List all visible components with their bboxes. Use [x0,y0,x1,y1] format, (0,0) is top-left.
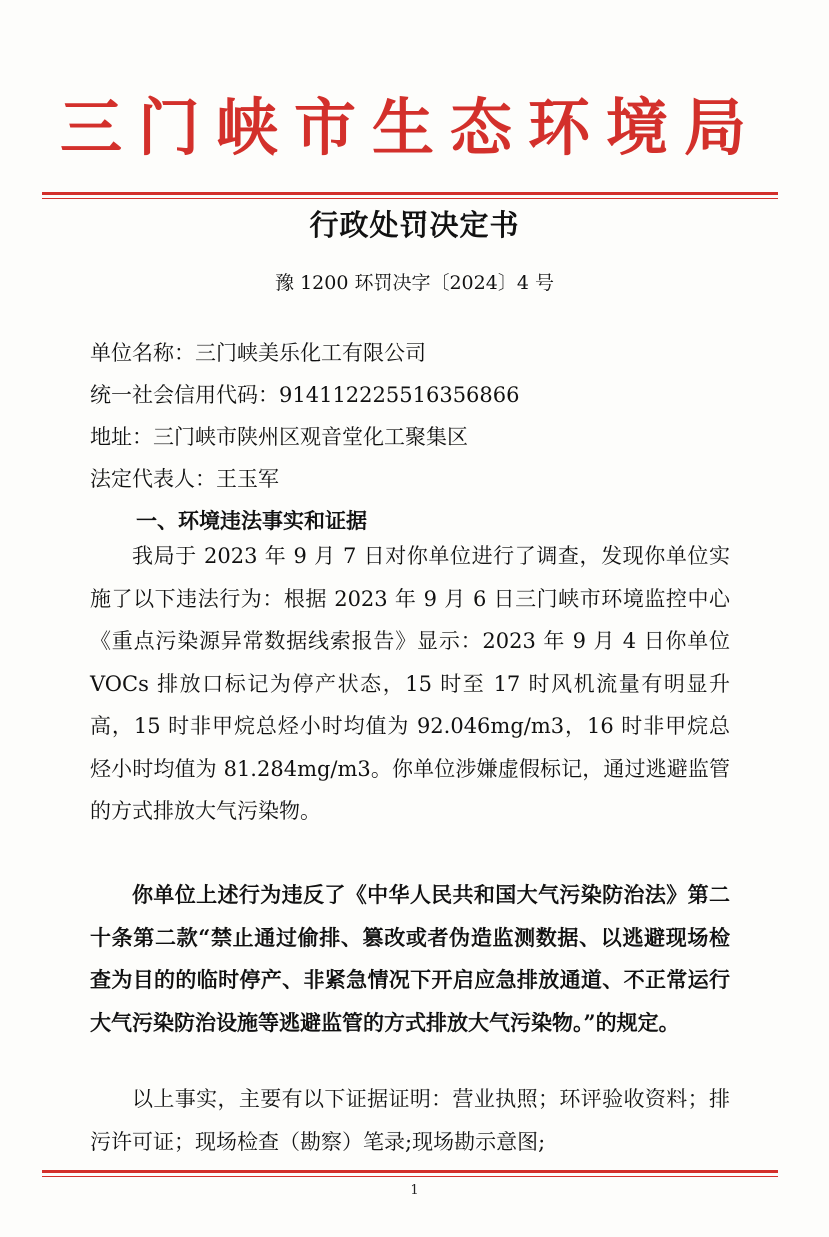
header-red-rule [42,192,778,200]
footer-red-rule [42,1170,778,1178]
page-number: 1 [410,1183,419,1198]
party-name: 单位名称：三门峡美乐化工有限公司 [90,341,426,365]
footer-rule-thick-line [42,1170,778,1173]
paragraph-evidence: 以上事实，主要有以下证据证明：营业执照；环评验收资料；排污许可证；现场检查（勘察）笔录;现场勘示意图; [90,1087,730,1154]
party-legal-representative: 法定代表人：王玉军 [90,467,279,491]
party-credit-code: 统一社会信用代码：914112225516356866 [90,383,520,407]
paragraph-facts: 我局于 2023 年 9 月 7 日对你单位进行了调查，发现你单位实施了以下违法行为：根据 2023 年 9 月 6 日三门峡市环境监控中心《重点污染源异常数据线索报告》显示：2023 年 9 月 4 日你单位 VOCs 排放口标记为停产状态，15 时至 17 时风机流量有明显升高，15 时非甲烷总烃小时均值为 92.046mg/m3，16 时非甲烷总烃小时均值为 81.284mg/m3。你单位涉嫌虚假标记，通过逃避监管的方式排放大气污染物。 [90,544,730,823]
section-heading-facts-evidence: 一、环境违法事实和证据 [136,509,367,533]
footer-rule-thin-line [42,1176,778,1177]
paragraph-violation: 你单位上述行为违反了《中华人民共和国大气污染防治法》第二十条第二款“禁止通过偷排、篡改或者伪造监测数据、以逃避现场检查为目的的临时停产、非紧急情况下开启应急排放通道、不正常运行大气污染防治设施等逃避监管的方式排放大气污染物。”的规定。 [90,882,730,1035]
header-rule-thick-line [42,192,778,195]
party-info-block [90,332,750,500]
header-rule-thin-line [42,198,778,199]
party-address: 地址：三门峡市陕州区观音堂化工聚集区 [90,425,468,449]
document-title: 行政处罚决定书 [309,208,520,242]
document-number: 豫 1200 环罚决字〔2024〕4 号 [275,272,554,294]
issuing-organization-header: 三门峡市生态环境局 [60,91,763,164]
